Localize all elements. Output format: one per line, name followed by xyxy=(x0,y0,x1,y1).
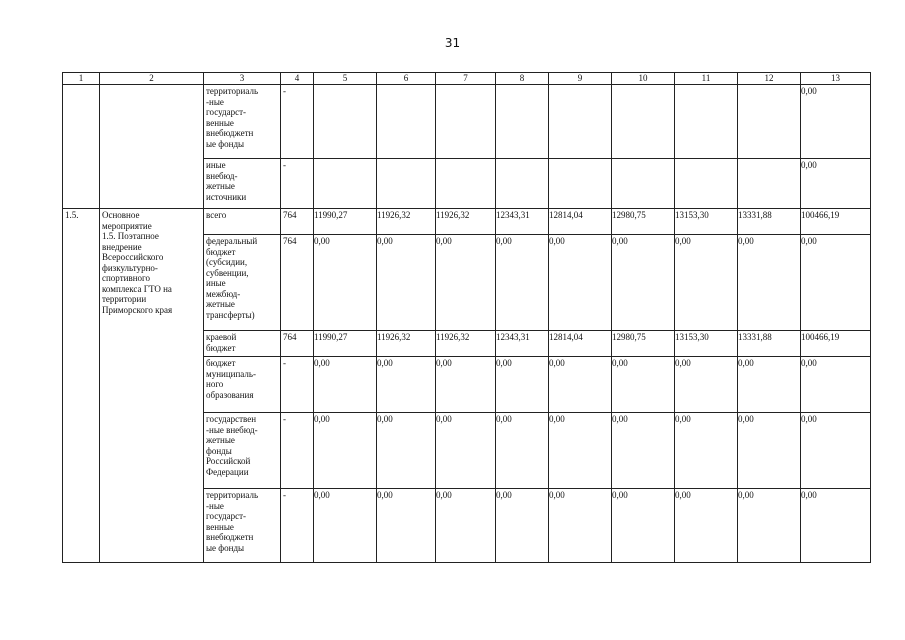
code-cell: - xyxy=(281,413,314,489)
value-cell: 0,00 xyxy=(436,235,496,331)
value-cell: 0,00 xyxy=(436,489,496,563)
section-number-cell: 1.5. xyxy=(63,209,100,563)
value-cell: 11926,32 xyxy=(436,209,496,235)
value-cell: 13153,30 xyxy=(675,209,738,235)
value-cell: 0,00 xyxy=(549,357,612,413)
total-cell: 0,00 xyxy=(801,85,871,159)
value-cell: 0,00 xyxy=(496,357,549,413)
value-cell: 0,00 xyxy=(377,235,436,331)
value-cell: 12343,31 xyxy=(496,331,549,357)
column-number-header-row xyxy=(63,73,871,85)
value-cell: 0,00 xyxy=(496,235,549,331)
column-header-2: 2 xyxy=(100,73,204,85)
column-header-12: 12 xyxy=(738,73,801,85)
value-cell: 0,00 xyxy=(738,489,801,563)
value-cell: 13153,30 xyxy=(675,331,738,357)
value-cell: 11926,32 xyxy=(377,331,436,357)
value-cell: 0,00 xyxy=(496,489,549,563)
page-number: 31 xyxy=(444,36,461,50)
value-cell xyxy=(675,159,738,209)
value-cell xyxy=(612,159,675,209)
total-cell: 0,00 xyxy=(801,413,871,489)
value-cell xyxy=(738,159,801,209)
value-cell xyxy=(496,159,549,209)
value-cell xyxy=(314,85,377,159)
value-cell: 13331,88 xyxy=(738,331,801,357)
value-cell: 12980,75 xyxy=(612,331,675,357)
code-cell: - xyxy=(281,357,314,413)
value-cell: 0,00 xyxy=(436,357,496,413)
value-cell: 0,00 xyxy=(496,413,549,489)
value-cell: 0,00 xyxy=(377,489,436,563)
value-cell: 12343,31 xyxy=(496,209,549,235)
total-cell: 100466,19 xyxy=(801,331,871,357)
value-cell: 0,00 xyxy=(314,235,377,331)
total-cell: 100466,19 xyxy=(801,209,871,235)
value-cell xyxy=(496,85,549,159)
column-header-13: 13 xyxy=(801,73,871,85)
code-cell: 764 xyxy=(281,235,314,331)
value-cell: 0,00 xyxy=(549,489,612,563)
column-header-11: 11 xyxy=(675,73,738,85)
table-row xyxy=(63,209,871,235)
code-cell: - xyxy=(281,159,314,209)
value-cell xyxy=(675,85,738,159)
value-cell: 0,00 xyxy=(675,413,738,489)
value-cell: 0,00 xyxy=(549,235,612,331)
column-header-3: 3 xyxy=(204,73,281,85)
column-header-6: 6 xyxy=(377,73,436,85)
funding-source-cell: территориаль -ные государст- венные внебюджетн ые фонды xyxy=(204,85,281,159)
value-cell: 12814,04 xyxy=(549,209,612,235)
funding-source-cell: краевой бюджет xyxy=(204,331,281,357)
funding-source-cell: бюджет муниципаль- ного образования xyxy=(204,357,281,413)
code-cell: - xyxy=(281,85,314,159)
funding-source-cell: территориаль -ные государст- венные внебюджетн ые фонды xyxy=(204,489,281,563)
value-cell: 11990,27 xyxy=(314,331,377,357)
value-cell: 0,00 xyxy=(377,413,436,489)
value-cell: 0,00 xyxy=(549,413,612,489)
value-cell: 0,00 xyxy=(738,235,801,331)
value-cell: 0,00 xyxy=(314,489,377,563)
column-header-9: 9 xyxy=(549,73,612,85)
value-cell: 0,00 xyxy=(738,357,801,413)
value-cell xyxy=(436,85,496,159)
value-cell xyxy=(549,85,612,159)
value-cell: 0,00 xyxy=(377,357,436,413)
total-cell: 0,00 xyxy=(801,357,871,413)
value-cell: 0,00 xyxy=(738,413,801,489)
funding-source-cell: иные внебюд- жетные источники xyxy=(204,159,281,209)
value-cell: 0,00 xyxy=(612,357,675,413)
column-header-4: 4 xyxy=(281,73,314,85)
budget-table xyxy=(62,72,871,563)
table-row xyxy=(63,85,871,159)
column-header-1: 1 xyxy=(63,73,100,85)
value-cell: 12814,04 xyxy=(549,331,612,357)
value-cell xyxy=(377,85,436,159)
value-cell: 0,00 xyxy=(314,357,377,413)
section-name-cell xyxy=(100,85,204,209)
value-cell xyxy=(377,159,436,209)
section-number-cell xyxy=(63,85,100,209)
column-header-7: 7 xyxy=(436,73,496,85)
code-cell: 764 xyxy=(281,209,314,235)
code-cell: - xyxy=(281,489,314,563)
value-cell xyxy=(436,159,496,209)
value-cell xyxy=(314,159,377,209)
funding-source-cell: государствен -ные внебюд- жетные фонды Российской Федерации xyxy=(204,413,281,489)
value-cell: 11926,32 xyxy=(436,331,496,357)
total-cell: 0,00 xyxy=(801,159,871,209)
funding-source-cell: всего xyxy=(204,209,281,235)
value-cell xyxy=(549,159,612,209)
value-cell: 0,00 xyxy=(675,489,738,563)
value-cell: 12980,75 xyxy=(612,209,675,235)
total-cell: 0,00 xyxy=(801,235,871,331)
value-cell: 0,00 xyxy=(612,489,675,563)
value-cell: 0,00 xyxy=(612,413,675,489)
funding-source-cell: федеральный бюджет (субсидии, субвенции, иные межбюд- жетные трансферты) xyxy=(204,235,281,331)
column-header-8: 8 xyxy=(496,73,549,85)
value-cell: 0,00 xyxy=(675,235,738,331)
section-name-cell: Основное мероприятие 1.5. Поэтапное внедрение Всероссийского физкультурно- спортивного комплекса ГТО на территории Приморского края xyxy=(100,209,204,563)
total-cell: 0,00 xyxy=(801,489,871,563)
value-cell: 0,00 xyxy=(612,235,675,331)
column-header-5: 5 xyxy=(314,73,377,85)
value-cell: 0,00 xyxy=(436,413,496,489)
value-cell: 11990,27 xyxy=(314,209,377,235)
column-header-10: 10 xyxy=(612,73,675,85)
value-cell: 0,00 xyxy=(314,413,377,489)
code-cell: 764 xyxy=(281,331,314,357)
value-cell: 11926,32 xyxy=(377,209,436,235)
value-cell: 0,00 xyxy=(675,357,738,413)
value-cell: 13331,88 xyxy=(738,209,801,235)
value-cell xyxy=(738,85,801,159)
value-cell xyxy=(612,85,675,159)
